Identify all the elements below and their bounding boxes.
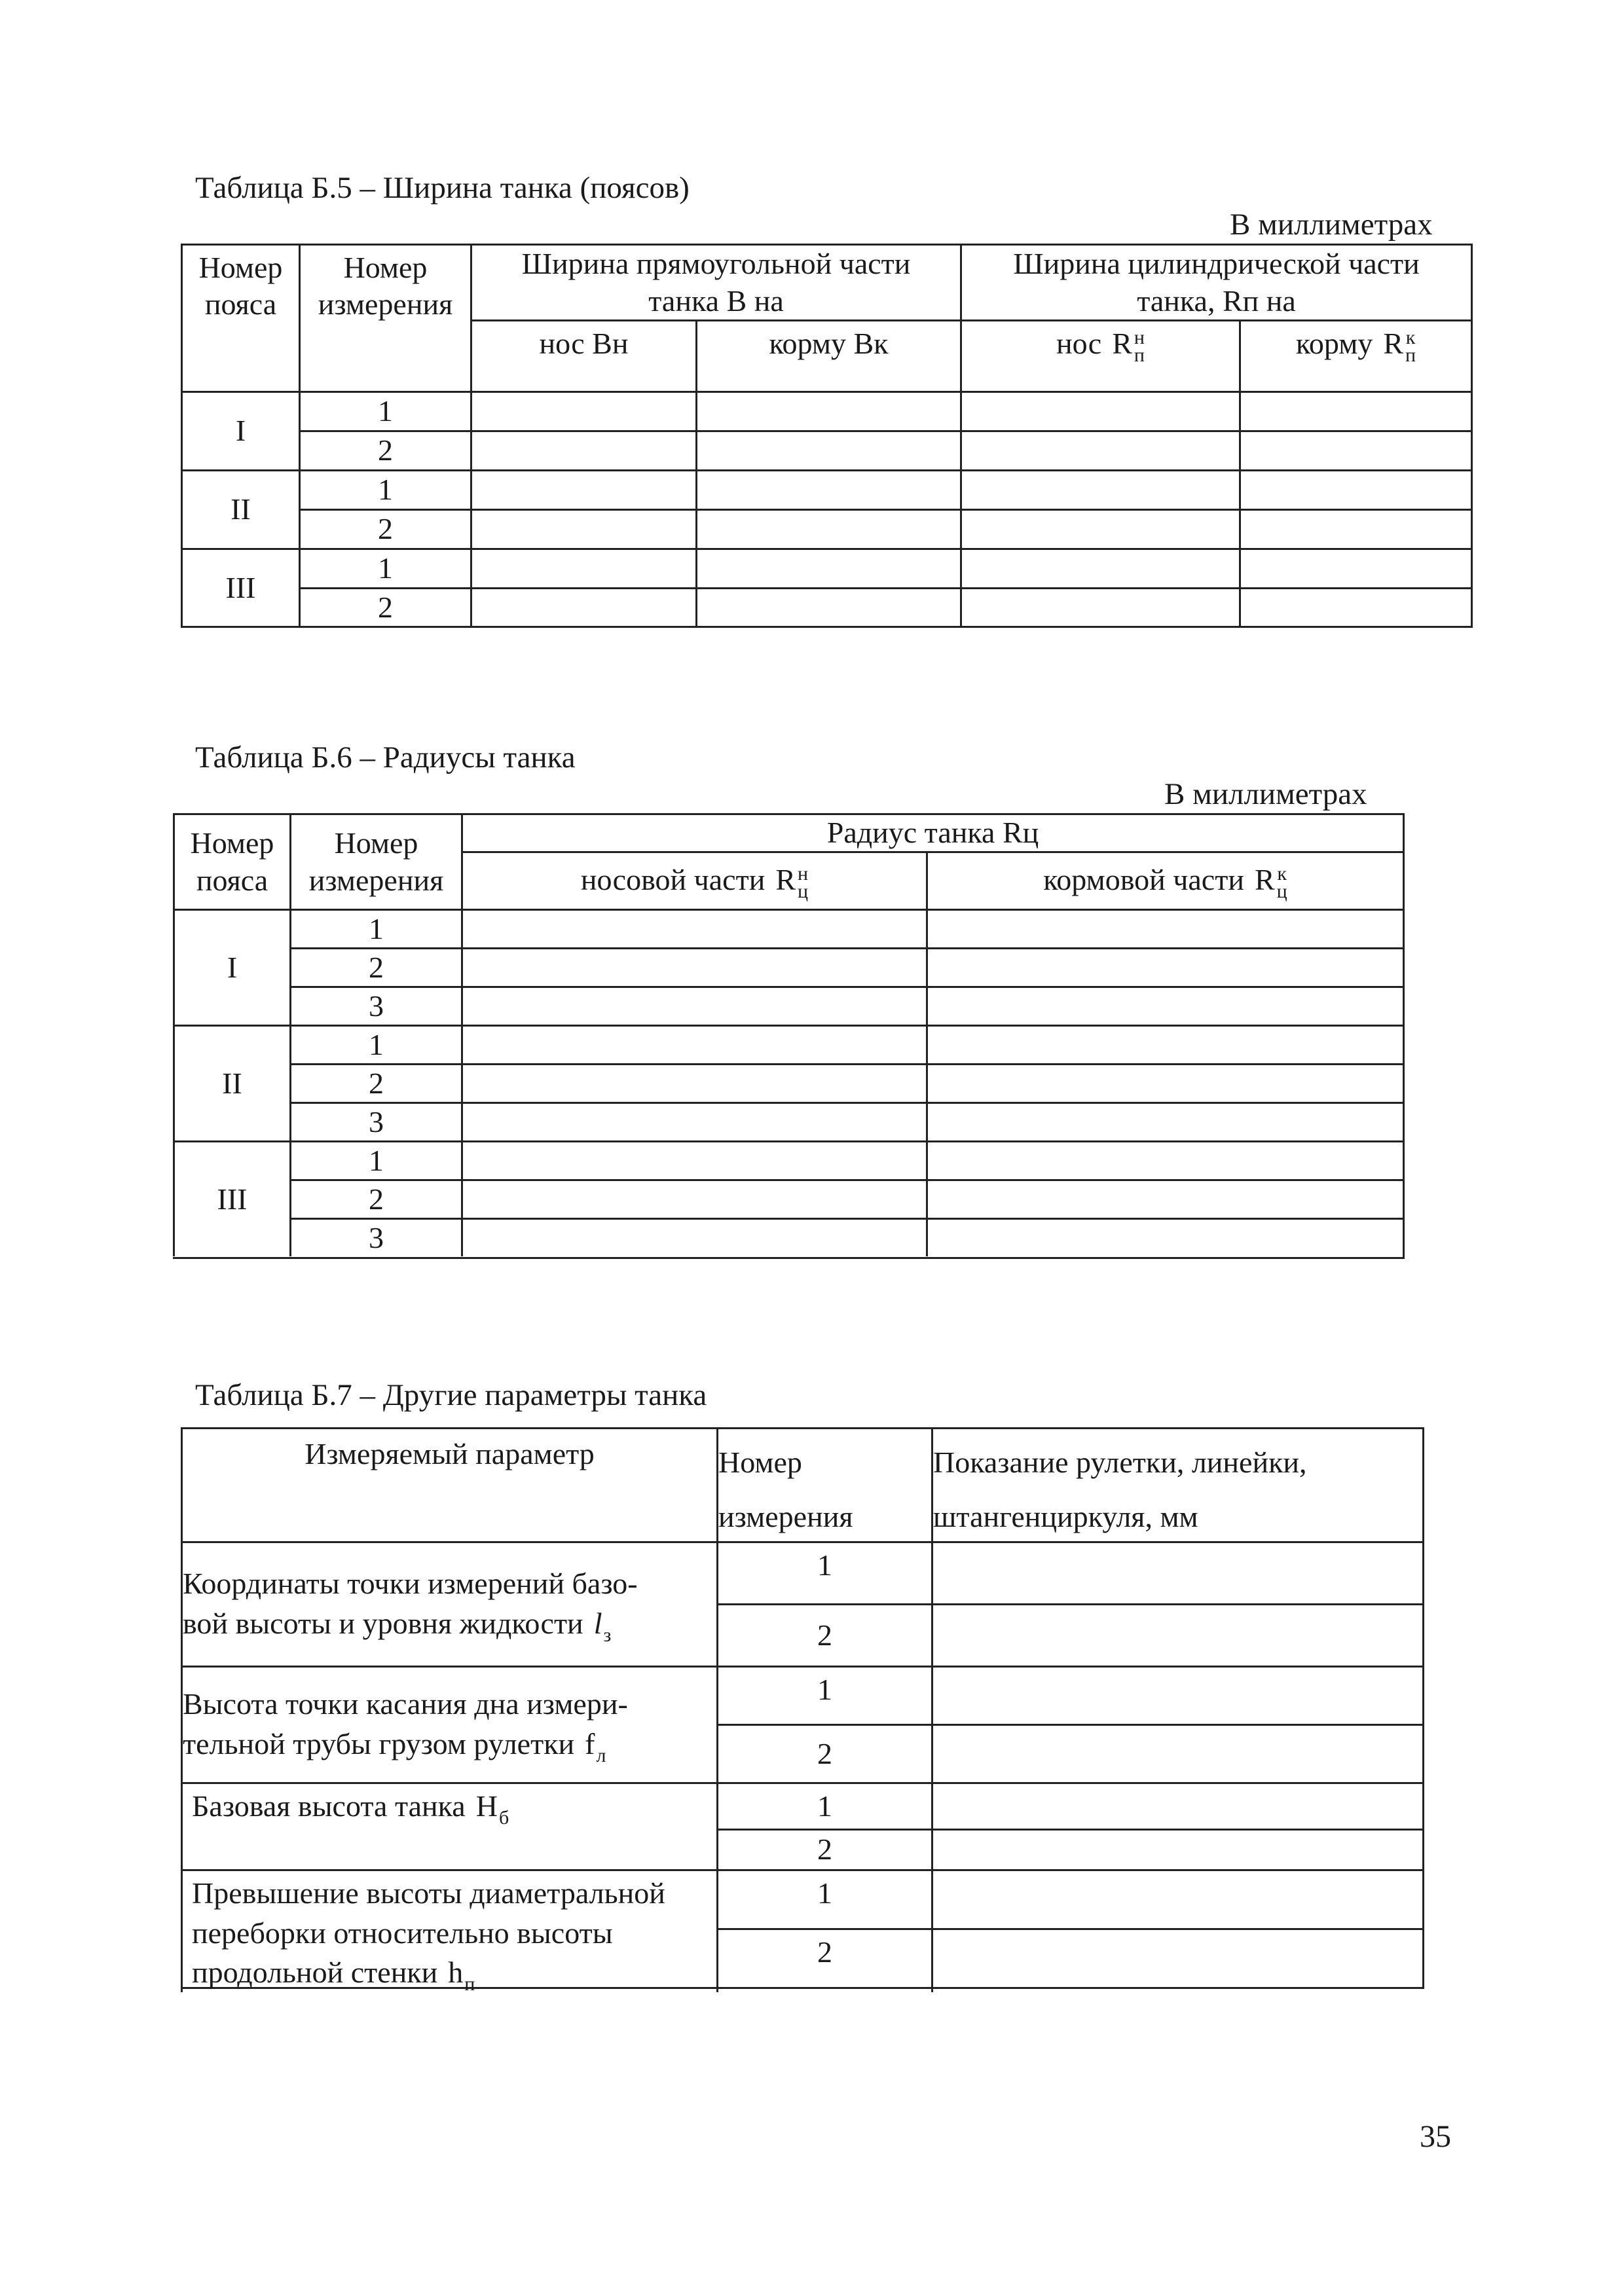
measurement-no: 2: [716, 1928, 931, 1992]
header-stern-rect: корму Вк: [695, 319, 960, 391]
value-cell: [931, 1541, 1422, 1603]
header-measurement-no-line1: Номер: [718, 1446, 802, 1479]
header-belt-no: Номер пояса: [181, 244, 299, 391]
value-cell: [960, 391, 1239, 430]
parameter-symbol-sub: з: [603, 1624, 612, 1647]
value-cell: [1239, 430, 1471, 469]
belt-label: III: [173, 1140, 289, 1256]
value-cell: [470, 509, 695, 548]
value-cell: [926, 947, 1403, 986]
measurement-no: 1: [716, 1869, 931, 1928]
value-cell: [461, 1179, 926, 1218]
value-cell: [695, 548, 960, 587]
header-parameter: Измеряемый параметр: [181, 1427, 716, 1541]
value-cell: [461, 1102, 926, 1140]
table-b7-caption: Таблица Б.7 – Другие параметры танка: [195, 1378, 707, 1412]
measurement-no: 2: [716, 1724, 931, 1782]
measurement-no: 1: [716, 1666, 931, 1724]
header-bow-cyl-sub: п: [1134, 344, 1145, 367]
table-b6-units: В миллиметрах: [1164, 777, 1367, 811]
belt-label: II: [173, 1025, 289, 1140]
header-cyl-width: Ширина цилиндрической части танка, Rп на: [960, 244, 1471, 319]
parameter-line: Высота точки касания дна измери-: [183, 1687, 628, 1721]
value-cell: [461, 909, 926, 947]
value-cell: [470, 587, 695, 626]
header-stern-cyl-sup: к: [1405, 327, 1416, 349]
value-cell: [470, 469, 695, 509]
measurement-no: 2: [716, 1603, 931, 1666]
header-bow-cyl-symbol: R: [1112, 327, 1132, 360]
value-cell: [461, 986, 926, 1025]
header-rect-width: Ширина прямоугольной части танка В на: [470, 244, 960, 319]
value-cell: [1239, 509, 1471, 548]
belt-label: III: [181, 548, 299, 626]
belt-label: II: [181, 469, 299, 548]
measurement-no: 2: [289, 1179, 461, 1218]
value-cell: [926, 1102, 1403, 1140]
header-bow-part-sup: н: [798, 863, 809, 885]
parameter-symbol-sub: п: [464, 1973, 475, 1992]
value-cell: [926, 909, 1403, 947]
header-stern-cyl: [1239, 319, 1471, 391]
value-cell: [695, 509, 960, 548]
header-measurement-no-line2: измерения: [718, 1499, 853, 1533]
value-cell: [470, 430, 695, 469]
measurement-no: 2: [289, 947, 461, 986]
header-measurement-no: Номер измерения: [289, 813, 461, 909]
header-bow-cyl: [960, 319, 1239, 391]
parameter-line: Координаты точки измерений базо-: [183, 1567, 638, 1601]
measurement-no: 1: [716, 1541, 931, 1603]
measurement-no: 2: [299, 509, 470, 548]
parameter-symbol: f: [585, 1727, 595, 1761]
header-stern-cyl-label: корму: [1295, 327, 1373, 360]
table-b5-units: В миллиметрах: [1230, 208, 1433, 242]
value-cell: [695, 469, 960, 509]
header-radius: Радиус танка Rц: [461, 813, 1403, 851]
header-stern-cyl-symbol: R: [1383, 327, 1404, 360]
table-b7: [181, 1427, 1424, 1992]
parameter-line: Превышение высоты диаметральной: [192, 1876, 665, 1910]
header-bow-part: [461, 851, 926, 909]
header-bow-cyl-sup: н: [1134, 327, 1145, 349]
header-bow-part-label: носовой части: [580, 862, 766, 896]
parameter-line: тельной трубы грузом рулетки: [183, 1727, 575, 1761]
header-bow-part-sub: ц: [798, 881, 809, 903]
value-cell: [470, 391, 695, 430]
value-cell: [960, 587, 1239, 626]
table-b6: [173, 813, 1405, 1259]
parameter-cell: [181, 1541, 716, 1666]
value-cell: [960, 509, 1239, 548]
parameter-symbol-sub: б: [498, 1807, 509, 1829]
header-bow-part-symbol: R: [775, 862, 796, 896]
header-reading: [931, 1427, 1422, 1541]
value-cell: [695, 391, 960, 430]
parameter-line: продольной стенки: [192, 1956, 438, 1990]
value-cell: [931, 1603, 1422, 1666]
measurement-no: 1: [289, 1140, 461, 1179]
header-measurement-no: Номер измерения: [299, 244, 470, 391]
parameter-cell: [181, 1666, 716, 1782]
measurement-no: 2: [299, 587, 470, 626]
measurement-no: 3: [289, 1218, 461, 1256]
parameter-cell: [181, 1782, 716, 1869]
parameter-line: Базовая высота танка: [192, 1789, 466, 1823]
value-cell: [1239, 587, 1471, 626]
header-stern-cyl-sub: п: [1405, 344, 1416, 367]
value-cell: [1239, 469, 1471, 509]
header-bow-rect: нос Вн: [470, 319, 695, 391]
header-stern-part-sup: к: [1277, 863, 1287, 885]
header-stern-part: [926, 851, 1403, 909]
belt-label: I: [173, 909, 289, 1025]
value-cell: [461, 1140, 926, 1179]
measurement-no: 2: [299, 430, 470, 469]
header-reading-line2: штангенциркуля, мм: [933, 1499, 1198, 1533]
measurement-no: 3: [289, 986, 461, 1025]
value-cell: [960, 469, 1239, 509]
header-stern-part-label: кормовой части: [1043, 862, 1244, 896]
table-b6-caption: Таблица Б.6 – Радиусы танка: [195, 740, 576, 774]
measurement-no: 1: [289, 909, 461, 947]
parameter-line: вой высоты и уровня жидкости: [183, 1607, 583, 1641]
measurement-no: 3: [289, 1102, 461, 1140]
value-cell: [931, 1829, 1422, 1869]
value-cell: [461, 1218, 926, 1256]
value-cell: [695, 430, 960, 469]
measurement-no: 1: [299, 548, 470, 587]
parameter-symbol: h: [448, 1956, 464, 1990]
value-cell: [931, 1724, 1422, 1782]
value-cell: [960, 548, 1239, 587]
value-cell: [926, 1063, 1403, 1102]
value-cell: [1239, 548, 1471, 587]
measurement-no: 1: [299, 391, 470, 430]
value-cell: [461, 1025, 926, 1063]
value-cell: [931, 1869, 1422, 1928]
parameter-symbol: l: [593, 1607, 602, 1641]
value-cell: [926, 1140, 1403, 1179]
parameter-symbol: H: [475, 1789, 498, 1823]
parameter-cell: [181, 1869, 716, 1992]
value-cell: [470, 548, 695, 587]
parameter-symbol-sub: л: [596, 1745, 606, 1767]
header-stern-part-sub: ц: [1276, 881, 1287, 903]
value-cell: [931, 1928, 1422, 1992]
value-cell: [931, 1782, 1422, 1829]
page-number: 35: [1420, 2119, 1451, 2154]
measurement-no: 1: [299, 469, 470, 509]
value-cell: [461, 947, 926, 986]
measurement-no: 2: [289, 1063, 461, 1102]
header-bow-cyl-label: нос: [1056, 327, 1102, 360]
value-cell: [931, 1666, 1422, 1724]
value-cell: [926, 986, 1403, 1025]
measurement-no: 2: [716, 1829, 931, 1869]
measurement-no: 1: [716, 1782, 931, 1829]
header-belt-no: Номер пояса: [173, 813, 289, 909]
header-measurement-no: [716, 1427, 931, 1541]
value-cell: [695, 587, 960, 626]
value-cell: [926, 1179, 1403, 1218]
value-cell: [926, 1025, 1403, 1063]
header-reading-line1: Показание рулетки, линейки,: [933, 1446, 1307, 1479]
table-b5-caption: Таблица Б.5 – Ширина танка (поясов): [195, 171, 690, 205]
value-cell: [461, 1063, 926, 1102]
table-b5: [181, 244, 1473, 628]
parameter-line: переборки относительно высоты: [192, 1916, 613, 1950]
measurement-no: 1: [289, 1025, 461, 1063]
header-stern-part-symbol: R: [1254, 862, 1275, 896]
value-cell: [1239, 391, 1471, 430]
value-cell: [960, 430, 1239, 469]
value-cell: [926, 1218, 1403, 1256]
belt-label: I: [181, 391, 299, 469]
